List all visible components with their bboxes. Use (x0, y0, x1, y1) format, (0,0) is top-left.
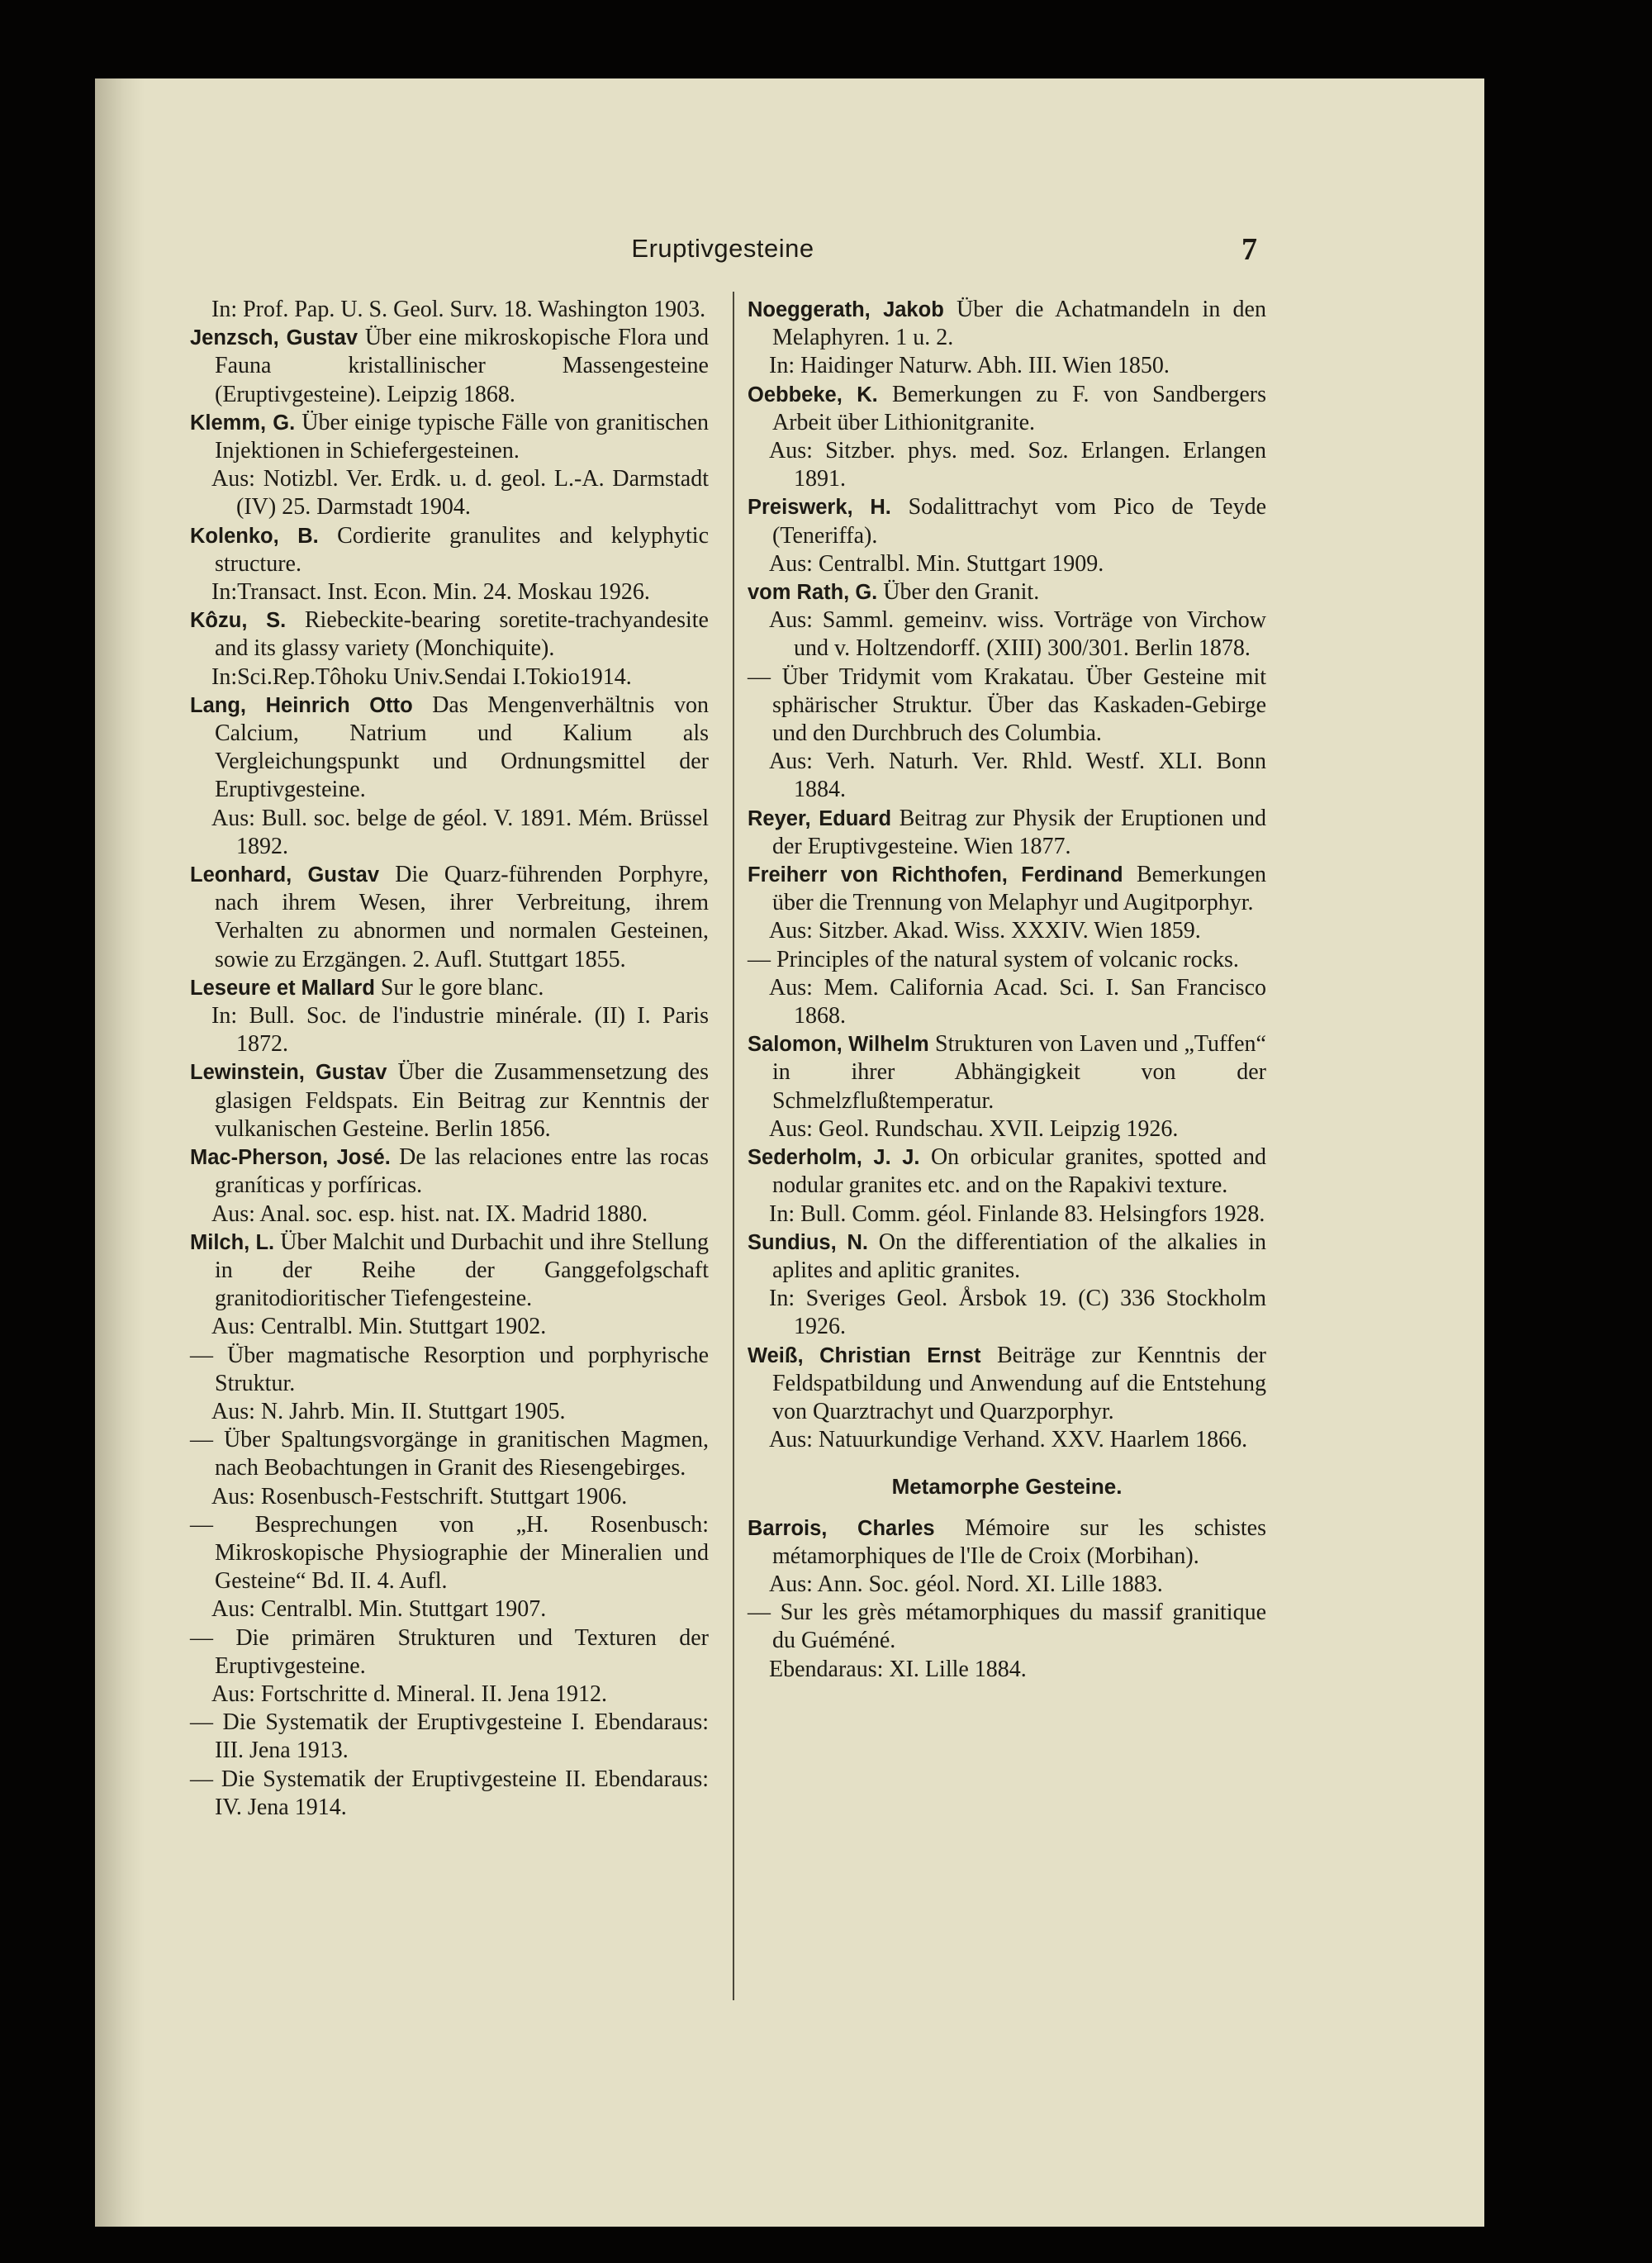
source-line: In: Bull. Soc. de l'industrie minérale. (II) I. Paris 1872. (211, 1003, 709, 1058)
source-line: Aus: Bull. soc. belge de géol. V. 1891. Mém. Brüssel 1892. (211, 805, 709, 859)
column-divider (733, 292, 734, 2000)
left-column (190, 296, 709, 1822)
bibliography-entry (748, 1229, 1266, 1285)
entry-title: Beiträge zur Kenntnis der Feldspatbildung und Anwendung auf die Entstehung von Quarztrachyt und Quarzporphyr. (772, 1342, 1266, 1424)
entry-title: — Über Spaltungsvorgänge in granitischen Magmen, nach Beobachtungen in Granit des Riesengebirges. (190, 1427, 709, 1481)
entry-author: Klemm, G. (190, 411, 296, 435)
bibliography-entry (748, 1030, 1266, 1115)
entry-title: De las relaciones entre las rocas graníticas y porfíricas. (215, 1144, 710, 1199)
entry-title: On the differentiation of the alkalies in aplites and aplitic granites. (772, 1229, 1266, 1283)
entry-author: Lang, Heinrich Otto (190, 693, 413, 717)
entry-author: vom Rath, G. (748, 581, 878, 605)
bibliography-entry (190, 1511, 709, 1596)
section-heading: Metamorphe Gesteine. (891, 1474, 1123, 1500)
entry-title: Über die Achatmandeln in den Melaphyren. 1 u. 2. (772, 297, 1266, 351)
entry-title: — Die Systematik der Eruptivgesteine I. Ebendaraus: III. Jena 1913. (190, 1709, 709, 1764)
bibliography-entry (190, 1143, 709, 1200)
source-line: Aus: N. Jahrb. Min. II. Stuttgart 1905. (211, 1398, 566, 1424)
entry-author: Kôzu, S. (190, 609, 287, 633)
source-line: In:Sci.Rep.Tôhoku Univ.Sendai I.Tokio1914. (211, 663, 632, 690)
bibliography-entry (190, 1342, 709, 1398)
entry-title: — Die primären Strukturen und Texturen der Eruptivgesteine. (190, 1624, 709, 1679)
entry-author: Lewinstein, Gustav (190, 1061, 387, 1085)
source-line: Aus: Centralbl. Min. Stuttgart 1907. (211, 1596, 547, 1623)
bibliography-entry (190, 861, 709, 974)
source-line: In: Sveriges Geol. Årsbok 19. (C) 336 Stockholm 1926. (769, 1286, 1266, 1340)
entry-author: Preiswerk, H. (748, 496, 891, 520)
entry-title: Mémoire sur les schistes métamorphiques de l'Ile de Croix (Morbihan). (772, 1514, 1266, 1569)
source-line: Aus: Verh. Naturh. Ver. Rhld. Westf. XLI. Bonn 1884. (769, 749, 1266, 803)
entry-author: Barrois, Charles (748, 1516, 935, 1540)
entry-title: — Über Tridymit vom Krakatau. Über Gesteine mit sphärischer Struktur. Über das Kaskaden-Gebirge und den Durchbruch des Columbia. (748, 663, 1266, 747)
entry-author: Noeggerath, Jakob (748, 298, 944, 321)
source-line: Aus: Rosenbusch-Festschrift. Stuttgart 1906. (211, 1483, 628, 1509)
bibliography-entry (748, 1342, 1266, 1427)
bibliography-entry (748, 946, 1266, 974)
bibliography-entry (748, 861, 1266, 917)
source-line: Aus: Centralbl. Min. Stuttgart 1909. (769, 550, 1104, 577)
entry-title: Strukturen von Laven und „Tuffen“ in ihrer Abhängigkeit von der Schmelzflußtemperatur. (772, 1031, 1266, 1114)
bibliography-entry (748, 1599, 1266, 1655)
entry-author: Milch, L. (190, 1230, 275, 1254)
bibliography-entry (190, 522, 709, 578)
bibliography-entry (190, 692, 709, 805)
entry-author: Reyer, Eduard (748, 806, 892, 830)
bibliography-entry (190, 1766, 709, 1822)
entry-author: Salomon, Wilhelm (748, 1033, 929, 1057)
entry-author: Jenzsch, Gustav (190, 326, 358, 350)
entry-title: Sur le gore blanc. (374, 974, 544, 1001)
entry-title: Bemerkungen über die Trennung von Melaphyr und Augitporphyr. (772, 862, 1267, 916)
bibliography-entry (748, 381, 1266, 437)
entry-title: Über den Granit. (877, 579, 1040, 606)
entry-title: Cordierite granulites and kelyphytic structure. (215, 522, 709, 577)
source-line: Aus: Mem. California Acad. Sci. I. San Francisco 1868. (769, 974, 1266, 1029)
bibliography-entry (190, 1709, 709, 1765)
source-line: Ebendaraus: XI. Lille 1884. (769, 1656, 1027, 1682)
bibliography-entry (190, 1624, 709, 1681)
bibliography-entry (190, 409, 709, 465)
source-line: In: Bull. Comm. géol. Finlande 83. Helsingfors 1928. (769, 1200, 1265, 1227)
bibliography-entry (190, 1426, 709, 1482)
entry-title: On orbicular granites, spotted and nodular granites etc. and on the Rapakivi texture. (772, 1144, 1266, 1199)
entry-author: Leseure et Mallard (190, 976, 375, 1000)
source-line: Aus: Sitzber. phys. med. Soz. Erlangen. Erlangen 1891. (769, 438, 1266, 492)
source-line: In: Prof. Pap. U. S. Geol. Surv. 18. Washington 1903. (211, 297, 706, 322)
source-line: In: Haidinger Naturw. Abh. III. Wien 1850. (769, 353, 1170, 379)
bibliography-entry (190, 324, 709, 409)
entry-title: Das Mengenverhältnis von Calcium, Natrium und Kalium als Vergleichungspunkt und Ordnungsmittel der Eruptivgesteine. (215, 692, 709, 803)
bibliography-entry (190, 1058, 709, 1143)
entry-author: Mac-Pherson, José. (190, 1146, 391, 1170)
bibliography-entry (748, 1143, 1266, 1200)
source-line: Aus: Natuurkundige Verhand. XXV. Haarlem 1866. (769, 1427, 1248, 1453)
source-line: Aus: Fortschritte d. Mineral. II. Jena 1912. (211, 1681, 608, 1707)
entry-title: Über die Zusammensetzung des glasigen Feldspats. Ein Beitrag zur Kenntnis der vulkanischen Gesteine. Berlin 1856. (215, 1059, 709, 1142)
entry-title: Die Quarz-führenden Porphyre, nach ihrem Wesen, ihrer Verbreitung, ihrem Verhalten zu abnormen und normalen Gesteinen, sowie zu Erzgängen. 2. Aufl. Stuttgart 1855. (215, 862, 709, 972)
bibliography-entry (748, 578, 1266, 606)
entry-author: Freiherr von Richthofen, Ferdinand (748, 863, 1123, 887)
right-column (748, 296, 1266, 1684)
source-line: Aus: Samml. gemeinv. wiss. Vorträge von Virchow und v. Holtzendorff. (XIII) 300/301. Berlin 1878. (769, 607, 1266, 662)
entry-title: Bemerkungen zu F. von Sandbergers Arbeit über Lithionitgranite. (772, 381, 1266, 435)
entry-title: Sodalittrachyt vom Pico de Teyde (Teneriffa). (772, 494, 1267, 549)
entry-title: Über einige typische Fälle von granitischen Injektionen in Schiefergesteinen. (215, 409, 709, 464)
entry-author: Kolenko, B. (190, 524, 319, 548)
source-line: In:Transact. Inst. Econ. Min. 24. Moskau 1926. (211, 579, 650, 606)
source-line: Aus: Ann. Soc. géol. Nord. XI. Lille 1883. (769, 1571, 1163, 1597)
source-line: Aus: Notizbl. Ver. Erdk. u. d. geol. L.-A. Darmstadt (IV) 25. Darmstadt 1904. (211, 466, 709, 521)
bibliography-entry (190, 1229, 709, 1314)
book-page (95, 78, 1484, 2227)
entry-author: Leonhard, Gustav (190, 863, 380, 887)
bibliography-entry (748, 493, 1266, 549)
page-number: 7 (1241, 232, 1257, 267)
entry-author: Oebbeke, K. (748, 383, 878, 406)
source-line: Aus: Geol. Rundschau. XVII. Leipzig 1926. (769, 1115, 1179, 1142)
bibliography-entry (748, 805, 1266, 861)
entry-author: Sundius, N. (748, 1230, 868, 1254)
entry-title: Über eine mikroskopische Flora und Fauna kristallinischer Massengesteine (Eruptivgesteine). Leipzig 1868. (215, 325, 710, 407)
source-line: Aus: Centralbl. Min. Stuttgart 1902. (211, 1314, 547, 1340)
bibliography-entry (190, 974, 709, 1002)
bibliography-entry (190, 606, 709, 663)
bibliography-entry (748, 663, 1266, 749)
source-line: Aus: Sitzber. Akad. Wiss. XXXIV. Wien 1859. (769, 918, 1201, 944)
entry-title: Beitrag zur Physik der Eruptionen und der Eruptivgesteine. Wien 1877. (772, 805, 1266, 859)
running-title: Eruptivgesteine (631, 234, 814, 263)
page-gutter-shadow (95, 78, 145, 2227)
bibliography-entry (748, 1514, 1266, 1571)
entry-title: Über Malchit und Durbachit und ihre Stellung in der Reihe der Ganggefolgschaft granitodioritischer Tiefengesteine. (215, 1229, 710, 1312)
entry-title: — Sur les grès métamorphiques du massif granitique du Guéméné. (748, 1600, 1266, 1654)
entry-title: — Besprechungen von „H. Rosenbusch: Mikroskopische Physiographie der Mineralien und Gesteine“ Bd. II. 4. Aufl. (190, 1511, 709, 1595)
entry-title: — Principles of the natural system of volcanic rocks. (748, 946, 1239, 972)
bibliography-entry (748, 296, 1266, 352)
entry-author: Weiß, Christian Ernst (748, 1343, 981, 1367)
entry-author: Sederholm, J. J. (748, 1146, 920, 1170)
entry-title: — Über magmatische Resorption und porphyrische Struktur. (190, 1342, 709, 1396)
source-line: Aus: Anal. soc. esp. hist. nat. IX. Madrid 1880. (211, 1200, 648, 1227)
entry-title: — Die Systematik der Eruptivgesteine II. Ebendaraus: IV. Jena 1914. (190, 1766, 709, 1820)
entry-title: Riebeckite-bearing soretite-trachyandesite and its glassy variety (Monchiquite). (215, 607, 709, 662)
